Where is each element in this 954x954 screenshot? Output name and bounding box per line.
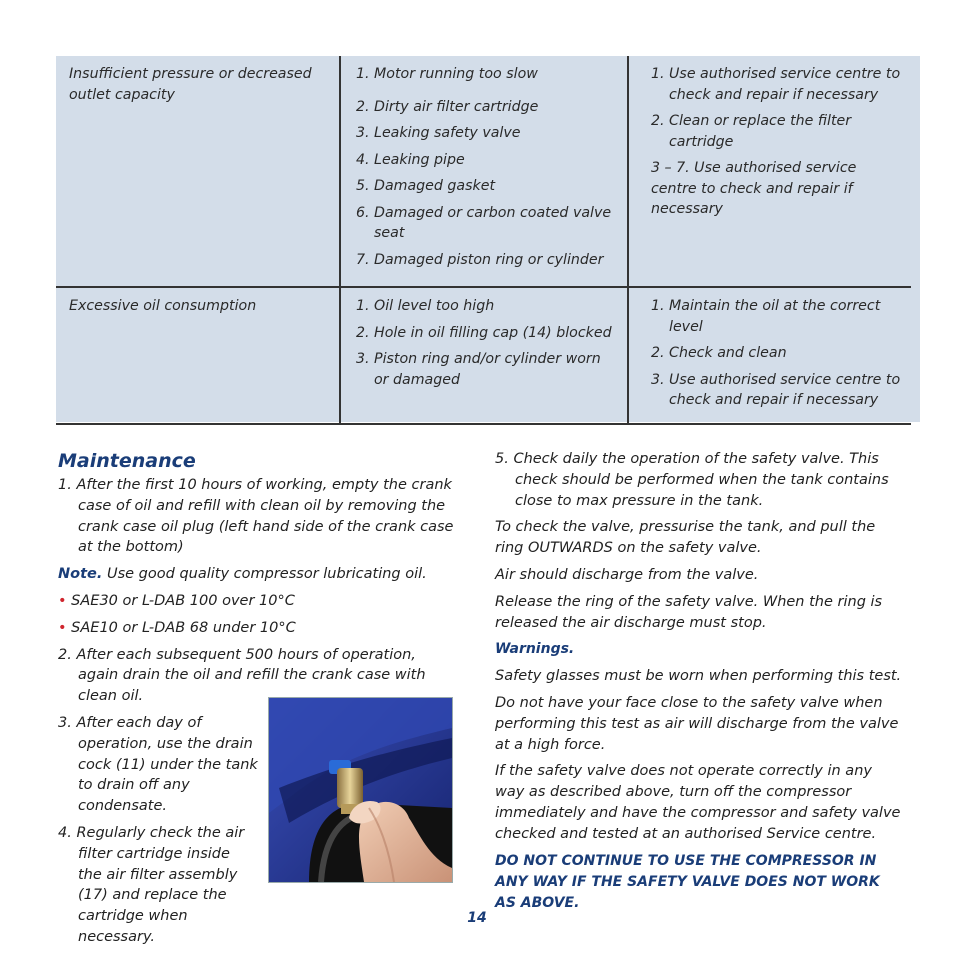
- fault-text: Insufficient pressure or decreased outlet capacity: [69, 66, 312, 103]
- remedy-cell: [628, 287, 911, 424]
- warnings-label: Warnings.: [495, 641, 575, 658]
- maintenance-heading: Maintenance: [58, 450, 196, 472]
- table-row: [56, 287, 911, 424]
- warning-3: If the safety valve does not operate correctly in any way as described above, turn off the compressor immediately and have the compressor and safety valve checked and tested at an authorised Service centre.: [495, 763, 901, 842]
- remedy-item: 1. Maintain the oil at the correct level: [651, 298, 881, 335]
- warning-1: Safety glasses must be worn when performing this test.: [495, 668, 902, 685]
- remedy-item: 3. Use authorised service centre to check and repair if necessary: [651, 371, 901, 408]
- maintenance-item-1: 1. After the first 10 hours of working, empty the crank case of oil and refill with clean oil by removing the crank case oil plug (left hand side of the crank case at the bottom): [58, 477, 454, 556]
- cause-item: 1. Oil level too high: [356, 298, 495, 314]
- cause-cell: [340, 287, 628, 424]
- maintenance-item-4: 4. Regularly check the air filter cartridge inside the air filter assembly (17) and replace the cartridge when necessary.: [58, 824, 245, 945]
- page-number: 14: [467, 910, 487, 926]
- maintenance-item-5: 5. Check daily the operation of the safety valve. This check should be performed when the tank contains close to max pressure in the tank.: [495, 451, 889, 509]
- remedy-item: 2. Clean or replace the filter cartridge: [651, 113, 852, 150]
- troubleshooting-table-panel: [56, 56, 920, 422]
- oil-bullet-2: [58, 618, 460, 639]
- table-row: [56, 56, 911, 287]
- troubleshooting-table: [56, 56, 911, 425]
- check-valve-paragraph: To check the valve, pressurise the tank, and pull the ring OUTWARDS on the safety valve.: [495, 519, 876, 557]
- safety-valve-column: [495, 449, 905, 920]
- remedy-item: 2. Check and clean: [651, 345, 787, 361]
- cause-item: 2. Dirty air filter cartridge: [356, 98, 539, 115]
- cause-item: 2. Hole in oil filling cap (14) blocked: [356, 324, 612, 341]
- cause-item: 7. Damaged piston ring or cylinder: [356, 251, 604, 268]
- remedy-item: 3 – 7. Use authorised service centre to check and repair if necessary: [651, 160, 857, 217]
- cause-item: 5. Damaged gasket: [356, 178, 496, 194]
- release-ring-paragraph: Release the ring of the safety valve. When the ring is released the air discharge must stop.: [495, 593, 883, 631]
- cause-item: 3. Leaking safety valve: [356, 125, 521, 141]
- cause-cell: [340, 56, 628, 287]
- bullet-text: SAE10 or L-DAB 68 under 10°C: [71, 619, 296, 636]
- note-text: Use good quality compressor lubricating oil.: [102, 566, 427, 583]
- cause-item: 4. Leaking pipe: [356, 151, 465, 168]
- remedy-cell: [628, 56, 911, 287]
- fault-cell: [56, 56, 340, 287]
- bullet-icon: •: [58, 592, 67, 609]
- air-discharge-paragraph: Air should discharge from the valve.: [495, 566, 759, 583]
- drain-cock-illustration: [269, 698, 452, 882]
- bullet-icon: •: [58, 619, 67, 636]
- remedy-item: 1. Use authorised service centre to check and repair if necessary: [651, 66, 901, 103]
- cause-item: 1. Motor running too slow: [356, 66, 538, 82]
- note-label: Note.: [58, 566, 103, 583]
- warnings-label-paragraph: [495, 639, 905, 660]
- fault-cell: [56, 287, 340, 424]
- warning-2: Do not have your face close to the safety valve when performing this test as air will discharge from the valve at a high force.: [495, 694, 899, 753]
- bullet-text: SAE30 or L-DAB 100 over 10°C: [71, 592, 295, 609]
- maintenance-item-2: 2. After each subsequent 500 hours of operation, again drain the oil and refill the crank case with clean oil.: [58, 646, 426, 705]
- note-paragraph: [58, 564, 460, 585]
- maintenance-item-3: 3. After each day of operation, use the drain cock (11) under the tank to drain off any condensate.: [58, 714, 258, 815]
- oil-bullet-1: [58, 591, 460, 612]
- drain-cock-photo: [268, 697, 453, 883]
- caps-warning: DO NOT CONTINUE TO USE THE COMPRESSOR IN ANY WAY IF THE SAFETY VALVE DOES NOT WORK AS ABOVE.: [495, 852, 880, 911]
- cause-item: 6. Damaged or carbon coated valve seat: [356, 204, 612, 241]
- cause-item: 3. Piston ring and/or cylinder worn or damaged: [356, 351, 601, 388]
- fault-text: Excessive oil consumption: [69, 298, 257, 314]
